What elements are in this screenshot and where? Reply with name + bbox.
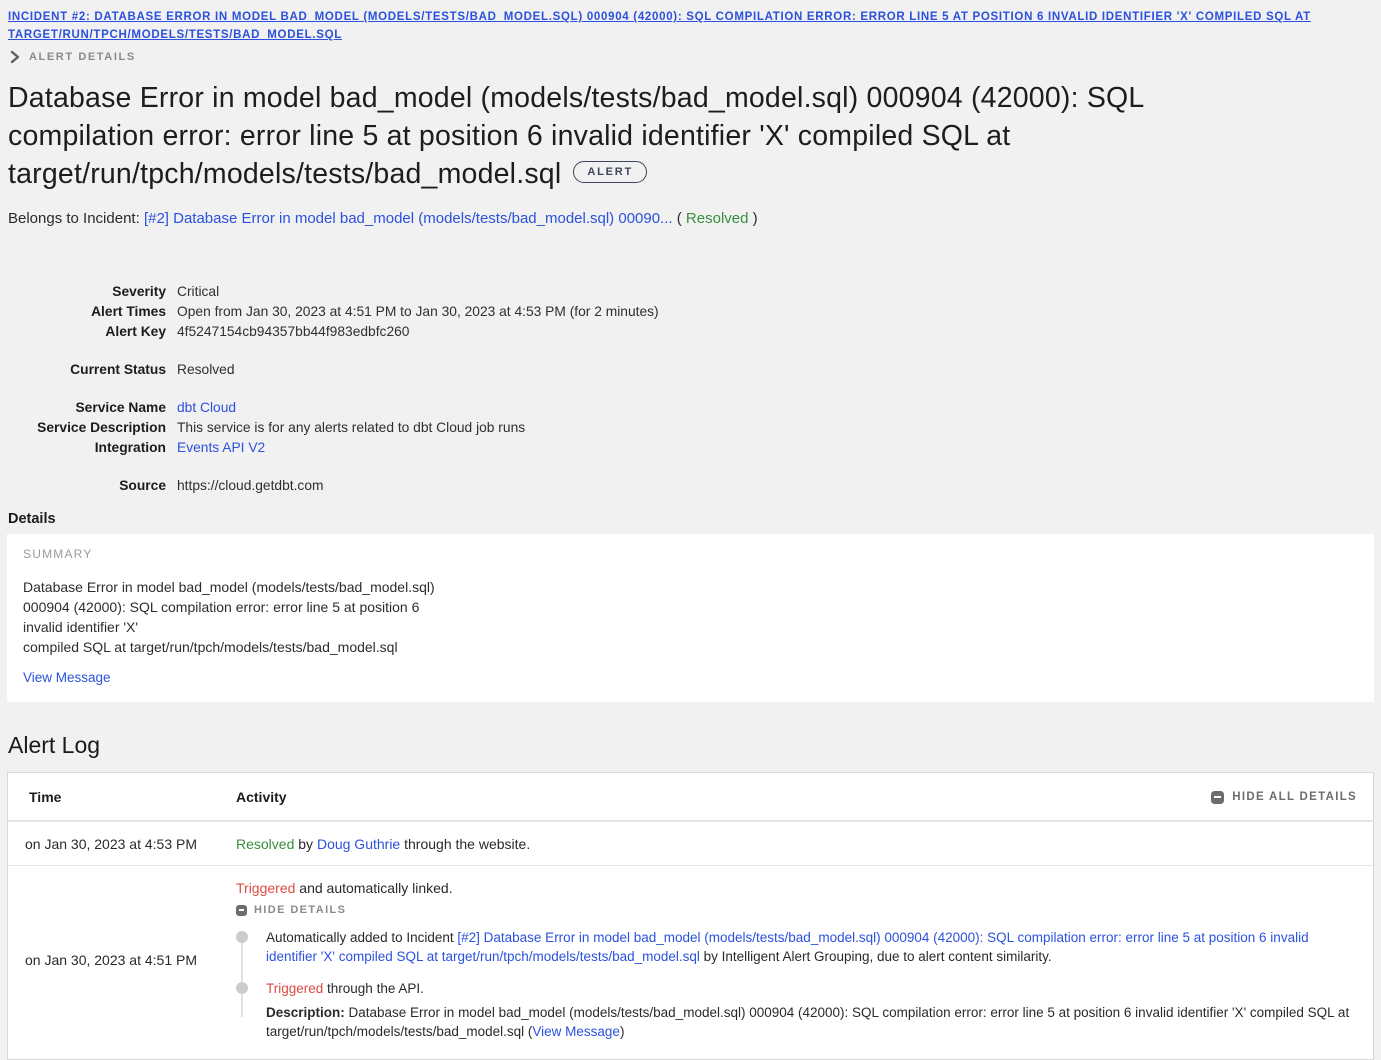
alert-details-section-row bbox=[0, 44, 1381, 64]
property-row-service-description bbox=[0, 418, 1381, 438]
property-row-severity bbox=[0, 282, 1381, 302]
summary-line: compiled SQL at target/run/tpch/models/tests/bad_model.sql bbox=[23, 639, 398, 655]
summary-line: invalid identifier 'X' bbox=[23, 619, 139, 635]
activity-column-header: Activity bbox=[236, 789, 287, 805]
alert-log-row-resolved bbox=[8, 821, 1373, 865]
severity-value: Critical bbox=[177, 284, 220, 299]
belongs-to-incident bbox=[8, 210, 1373, 227]
incident-breadcrumb-link[interactable]: INCIDENT #2: DATABASE ERROR IN MODEL BAD_MODEL (MODELS/TESTS/BAD_MODEL.SQL) 000904 (42000): SQL COMPILATION ERROR: ERROR LINE 5 AT POSITION 6 INVALID IDENTIFIER 'X' COMPILED SQL AT TARGET/RUN/TPCH/MODELS/TESTS/BAD_MODEL.SQL bbox=[8, 11, 1311, 41]
timeline-entry-grouped bbox=[236, 928, 1357, 966]
service-description-value: This service is for any alerts related to dbt Cloud job runs bbox=[177, 420, 526, 435]
service-description-label: Service Description bbox=[37, 420, 166, 435]
activity-text: through the website. bbox=[400, 836, 531, 852]
source-label: Source bbox=[119, 478, 166, 493]
summary-body bbox=[23, 577, 1358, 657]
alert-log-table bbox=[7, 772, 1374, 1060]
property-row-alert-times bbox=[0, 302, 1381, 322]
triggered-status-text: Triggered bbox=[266, 981, 324, 996]
log-activity bbox=[236, 879, 1357, 1041]
integration-label: Integration bbox=[94, 440, 166, 455]
belongs-label: Belongs to Incident: bbox=[8, 210, 140, 227]
view-message-link[interactable]: View Message bbox=[532, 1024, 620, 1039]
source-value: https://cloud.getdbt.com bbox=[177, 478, 324, 493]
entry-text: by Intelligent Alert Grouping, due to alert content similarity. bbox=[699, 949, 1052, 964]
grouped-incident-link[interactable]: [#2] Database Error in model bad_model (models/tests/bad_model.sql) 000904 (42000): SQL compilation error: error line 5 at position 6 invalid identifier 'X' compiled SQL at target/run/tpch/models/tests/bad_model.sql bbox=[266, 930, 1309, 964]
triggered-status-text: Triggered bbox=[236, 880, 296, 896]
resolved-status-text: Resolved bbox=[236, 836, 295, 852]
timeline-entry-triggered bbox=[236, 979, 1357, 1041]
hide-all-details-label: HIDE ALL DETAILS bbox=[1232, 791, 1357, 803]
alert-type-badge: ALERT bbox=[573, 161, 647, 183]
property-row-source bbox=[0, 476, 1381, 496]
user-link[interactable]: Doug Guthrie bbox=[316, 836, 401, 852]
minus-square-icon bbox=[1211, 791, 1224, 804]
property-row-service-name bbox=[0, 398, 1381, 418]
alert-log-heading: Alert Log bbox=[8, 732, 101, 758]
timeline-dot-icon bbox=[236, 931, 248, 943]
time-column-header: Time bbox=[29, 789, 62, 805]
minus-square-icon bbox=[236, 905, 247, 916]
summary-line: 000904 (42000): SQL compilation error: error line 5 at position 6 bbox=[23, 599, 420, 615]
view-message-link[interactable]: View Message bbox=[23, 670, 111, 685]
details-heading: Details bbox=[8, 511, 56, 527]
description-text: Database Error in model bad_model (models/tests/bad_model.sql) 000904 (42000): SQL compilation error: error line 5 at position 6 invalid identifier 'X' compiled SQL at target/run/tpch/models/tests/bad_model.sql ( bbox=[266, 1005, 1350, 1039]
current-status-value: Resolved bbox=[177, 362, 235, 377]
hide-all-details-button[interactable] bbox=[1211, 791, 1357, 804]
integration-link[interactable]: Events API V2 bbox=[177, 440, 266, 455]
alert-timeline bbox=[236, 928, 1357, 1041]
alert-key-value: 4f5247154cb94357bb44f983edbfc260 bbox=[177, 324, 410, 339]
summary-label: SUMMARY bbox=[23, 547, 93, 561]
timeline-dot-icon bbox=[236, 982, 248, 994]
alert-key-label: Alert Key bbox=[105, 324, 166, 339]
breadcrumb bbox=[0, 0, 1381, 44]
status-paren-close: ) bbox=[752, 210, 758, 227]
property-row-alert-key bbox=[0, 322, 1381, 342]
details-summary-card bbox=[7, 534, 1374, 702]
alert-log-header bbox=[8, 773, 1373, 821]
page-title-text: Database Error in model bad_model (models/tests/bad_model.sql) 000904 (42000): SQL compilation error: error line 5 at position 6 invalid identifier 'X' compiled SQL at target/run/tpch/models/tests/bad_model.sql bbox=[8, 82, 1144, 190]
alert-properties bbox=[0, 282, 1381, 496]
activity-text: by bbox=[294, 836, 317, 852]
log-time: on Jan 30, 2023 at 4:53 PM bbox=[25, 836, 198, 852]
alert-times-label: Alert Times bbox=[91, 304, 166, 319]
hide-details-label: HIDE DETAILS bbox=[254, 904, 347, 916]
log-activity bbox=[236, 836, 1357, 852]
log-time: on Jan 30, 2023 at 4:51 PM bbox=[25, 952, 198, 968]
alert-details-label: ALERT DETAILS bbox=[29, 51, 136, 63]
description-label: Description: bbox=[266, 1005, 345, 1020]
page-title bbox=[8, 79, 1270, 193]
chevron-right-icon bbox=[10, 50, 20, 64]
status-paren-open: ( bbox=[676, 210, 682, 227]
incident-status-resolved: Resolved bbox=[685, 210, 749, 227]
service-name-link[interactable]: dbt Cloud bbox=[177, 400, 237, 415]
property-row-current-status bbox=[0, 360, 1381, 380]
entry-text: through the API. bbox=[323, 981, 424, 996]
entry-text: ) bbox=[619, 1024, 625, 1039]
alert-times-value: Open from Jan 30, 2023 at 4:51 PM to Jan 30, 2023 at 4:53 PM (for 2 minutes) bbox=[177, 304, 659, 319]
entry-text: Automatically added to Incident bbox=[266, 930, 458, 945]
hide-details-button[interactable] bbox=[236, 904, 1357, 916]
parent-incident-link[interactable]: [#2] Database Error in model bad_model (models/tests/bad_model.sql) 00090... bbox=[143, 210, 673, 227]
property-row-integration bbox=[0, 438, 1381, 458]
current-status-label: Current Status bbox=[70, 362, 166, 377]
summary-line: Database Error in model bad_model (models/tests/bad_model.sql) bbox=[23, 579, 435, 595]
service-name-label: Service Name bbox=[75, 400, 166, 415]
severity-label: Severity bbox=[112, 284, 166, 299]
activity-text: and automatically linked. bbox=[295, 880, 453, 896]
